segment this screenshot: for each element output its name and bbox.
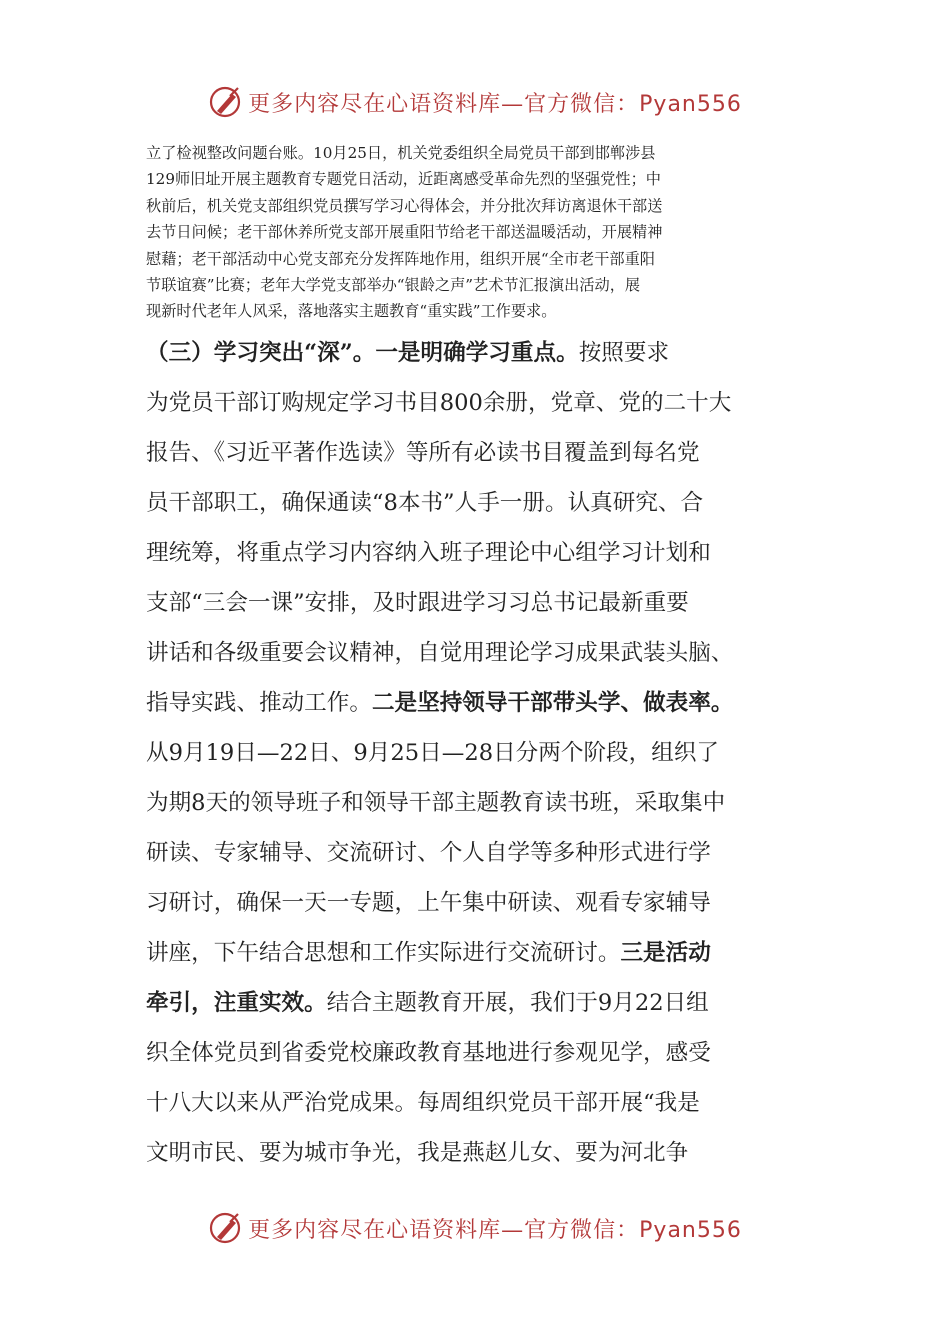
banner-text: 更多内容尽在心语资料库—官方微信：Pyan556 <box>248 1217 742 1243</box>
pen-seal-logo-icon <box>208 84 244 120</box>
text-line: 研读、专家辅导、交流研讨、个人自学等多种形式进行学 <box>146 840 711 866</box>
text-line: 支部“三会一课”安排，及时跟进学习习总书记最新重要 <box>146 590 689 616</box>
text-line: 节联谊赛”比赛；老年大学党支部举办“银龄之声”艺术节汇报演出活动，展 <box>146 276 641 295</box>
text-line: 为党员干部订购规定学习书目800余册，党章、党的二十大 <box>146 390 732 416</box>
text-line: 去节日问候；老干部休养所党支部开展重阳节给老干部送温暖活动，开展精神 <box>146 223 663 242</box>
text-line: 牵引，注重实效。结合主题教育开展，我们于9月22日组 <box>146 990 709 1016</box>
text-line: 十八大以来从严治党成果。每周组织党员干部开展“我是 <box>146 1090 700 1116</box>
text-line: （三）学习突出“深”。一是明确学习重点。按照要求 <box>146 340 670 366</box>
point-heading: 二是坚持领导干部带头学、做表率。 <box>371 690 734 716</box>
text-line: 慰藉；老干部活动中心党支部充分发挥阵地作用，组织开展“全市老干部重阳 <box>146 249 655 268</box>
study-paragraph <box>146 328 810 1178</box>
text-line: 现新时代老年人风采，落地落实主题教育“重实践”工作要求。 <box>146 302 557 321</box>
text-line: 129师旧址开展主题教育专题党日活动，近距离感受革命先烈的坚强党性；中 <box>146 170 661 189</box>
text-line: 习研讨，确保一天一专题，上午集中研读、观看专家辅导 <box>146 890 711 916</box>
banner-text: 更多内容尽在心语资料库—官方微信：Pyan556 <box>248 91 742 117</box>
text-line: 讲话和各级重要会议精神，自觉用理论学习成果武装头脑、 <box>146 640 734 666</box>
text-line: 立了检视整改问题台账。10月25日，机关党委组织全局党员干部到邯郸涉县 <box>146 144 656 162</box>
small-paragraph <box>146 140 810 325</box>
text-line: 从9月19日—22日、9月25日—28日分两个阶段，组织了 <box>146 740 720 766</box>
text-line: 为期8天的领导班子和领导干部主题教育读书班，采取集中 <box>146 790 726 816</box>
point-heading: 三是活动 <box>620 940 711 966</box>
footer-banner <box>0 1208 950 1248</box>
text-line: 报告、《习近平著作选读》等所有必读书目覆盖到每名党 <box>146 440 700 466</box>
header-banner <box>0 82 950 122</box>
point-heading: 牵引，注重实效。 <box>146 990 327 1016</box>
text-line: 文明市民、要为城市争光，我是燕赵儿女、要为河北争 <box>146 1140 689 1166</box>
text-line: 员干部职工，确保通读“8本书”人手一册。认真研究、合 <box>146 490 704 516</box>
text-line: 指导实践、推动工作。二是坚持领导干部带头学、做表率。 <box>146 690 734 716</box>
section-heading: （三）学习突出“深”。一是明确学习重点。 <box>146 340 579 366</box>
text-line: 讲座，下午结合思想和工作实际进行交流研讨。三是活动 <box>146 940 711 966</box>
pen-seal-logo-icon <box>208 1210 244 1246</box>
text-line: 秋前后，机关党支部组织党员撰写学习心得体会，并分批次拜访离退休干部送 <box>146 196 663 215</box>
text-line: 织全体党员到省委党校廉政教育基地进行参观见学，感受 <box>146 1040 711 1066</box>
text-line: 理统筹，将重点学习内容纳入班子理论中心组学习计划和 <box>146 540 711 566</box>
